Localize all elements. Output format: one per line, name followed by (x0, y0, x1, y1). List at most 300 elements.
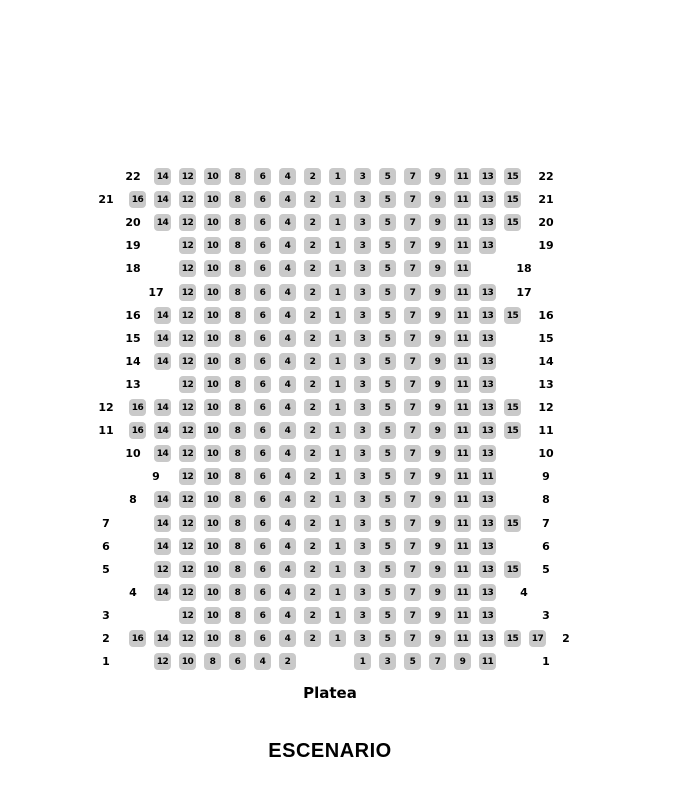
seat-row21-2[interactable]: 2 (304, 191, 321, 208)
seat-row6-9[interactable]: 9 (429, 538, 446, 555)
seat-row6-10[interactable]: 10 (204, 538, 221, 555)
seat-row14-2[interactable]: 2 (304, 353, 321, 370)
seat-row11-2[interactable]: 2 (304, 422, 321, 439)
seat-row12-2[interactable]: 2 (304, 399, 321, 416)
seat-row9-5[interactable]: 5 (379, 468, 396, 485)
seat-row4-11[interactable]: 11 (454, 584, 471, 601)
seat-row19-12[interactable]: 12 (179, 237, 196, 254)
seat-row3-13[interactable]: 13 (479, 607, 496, 624)
seat-row18-12[interactable]: 12 (179, 260, 196, 277)
seat-row21-15[interactable]: 15 (504, 191, 521, 208)
seat-row22-4[interactable]: 4 (279, 168, 296, 185)
seat-row7-15[interactable]: 15 (504, 515, 521, 532)
seat-row14-5[interactable]: 5 (379, 353, 396, 370)
seat-row14-8[interactable]: 8 (229, 353, 246, 370)
seat-row20-1[interactable]: 1 (329, 214, 346, 231)
seat-row3-4[interactable]: 4 (279, 607, 296, 624)
seat-row12-15[interactable]: 15 (504, 399, 521, 416)
seat-row4-8[interactable]: 8 (229, 584, 246, 601)
seat-row5-9[interactable]: 9 (429, 561, 446, 578)
seat-row16-14[interactable]: 14 (154, 307, 171, 324)
seat-row7-2[interactable]: 2 (304, 515, 321, 532)
seat-row3-7[interactable]: 7 (404, 607, 421, 624)
seat-row19-7[interactable]: 7 (404, 237, 421, 254)
seat-row17-10[interactable]: 10 (204, 284, 221, 301)
seat-row5-5[interactable]: 5 (379, 561, 396, 578)
seat-row18-8[interactable]: 8 (229, 260, 246, 277)
seat-row12-16[interactable]: 16 (129, 399, 146, 416)
seat-row8-12[interactable]: 12 (179, 491, 196, 508)
seat-row1-12[interactable]: 12 (154, 653, 171, 670)
seat-row7-11[interactable]: 11 (454, 515, 471, 532)
seat-row15-6[interactable]: 6 (254, 330, 271, 347)
seat-row20-13[interactable]: 13 (479, 214, 496, 231)
seat-row19-10[interactable]: 10 (204, 237, 221, 254)
seat-row2-15[interactable]: 15 (504, 630, 521, 647)
seat-row17-12[interactable]: 12 (179, 284, 196, 301)
seat-row1-5[interactable]: 5 (404, 653, 421, 670)
seat-row4-5[interactable]: 5 (379, 584, 396, 601)
seat-row22-14[interactable]: 14 (154, 168, 171, 185)
seat-row18-2[interactable]: 2 (304, 260, 321, 277)
seat-row15-14[interactable]: 14 (154, 330, 171, 347)
seat-row2-11[interactable]: 11 (454, 630, 471, 647)
seat-row6-6[interactable]: 6 (254, 538, 271, 555)
seat-row8-13[interactable]: 13 (479, 491, 496, 508)
seat-row1-11[interactable]: 11 (479, 653, 496, 670)
seat-row11-9[interactable]: 9 (429, 422, 446, 439)
seat-row18-6[interactable]: 6 (254, 260, 271, 277)
seat-row8-5[interactable]: 5 (379, 491, 396, 508)
seat-row2-17[interactable]: 17 (529, 630, 546, 647)
seat-row14-9[interactable]: 9 (429, 353, 446, 370)
seat-row2-2[interactable]: 2 (304, 630, 321, 647)
seat-row13-6[interactable]: 6 (254, 376, 271, 393)
seat-row18-1[interactable]: 1 (329, 260, 346, 277)
seat-row7-3[interactable]: 3 (354, 515, 371, 532)
seat-row12-3[interactable]: 3 (354, 399, 371, 416)
seat-row10-10[interactable]: 10 (204, 445, 221, 462)
seat-row22-12[interactable]: 12 (179, 168, 196, 185)
seat-row11-1[interactable]: 1 (329, 422, 346, 439)
seat-row2-16[interactable]: 16 (129, 630, 146, 647)
seat-row6-3[interactable]: 3 (354, 538, 371, 555)
seat-row12-14[interactable]: 14 (154, 399, 171, 416)
seat-row14-6[interactable]: 6 (254, 353, 271, 370)
seat-row3-1[interactable]: 1 (329, 607, 346, 624)
seat-row19-4[interactable]: 4 (279, 237, 296, 254)
seat-row22-1[interactable]: 1 (329, 168, 346, 185)
seat-row13-3[interactable]: 3 (354, 376, 371, 393)
seat-row17-13[interactable]: 13 (479, 284, 496, 301)
seat-row4-3[interactable]: 3 (354, 584, 371, 601)
seat-row8-7[interactable]: 7 (404, 491, 421, 508)
seat-row22-6[interactable]: 6 (254, 168, 271, 185)
seat-row19-13[interactable]: 13 (479, 237, 496, 254)
seat-row17-1[interactable]: 1 (329, 284, 346, 301)
seat-row11-15[interactable]: 15 (504, 422, 521, 439)
seat-row11-8[interactable]: 8 (229, 422, 246, 439)
seat-row16-4[interactable]: 4 (279, 307, 296, 324)
seat-row15-7[interactable]: 7 (404, 330, 421, 347)
seat-row16-5[interactable]: 5 (379, 307, 396, 324)
seat-row21-6[interactable]: 6 (254, 191, 271, 208)
seat-row20-12[interactable]: 12 (179, 214, 196, 231)
seat-row13-2[interactable]: 2 (304, 376, 321, 393)
seat-row1-9[interactable]: 9 (454, 653, 471, 670)
seat-row6-2[interactable]: 2 (304, 538, 321, 555)
seat-row8-10[interactable]: 10 (204, 491, 221, 508)
seat-row16-13[interactable]: 13 (479, 307, 496, 324)
seat-row3-8[interactable]: 8 (229, 607, 246, 624)
seat-row8-1[interactable]: 1 (329, 491, 346, 508)
seat-row15-8[interactable]: 8 (229, 330, 246, 347)
seat-row17-9[interactable]: 9 (429, 284, 446, 301)
seat-row21-11[interactable]: 11 (454, 191, 471, 208)
seat-row7-7[interactable]: 7 (404, 515, 421, 532)
seat-row2-9[interactable]: 9 (429, 630, 446, 647)
seat-row4-1[interactable]: 1 (329, 584, 346, 601)
seat-row16-11[interactable]: 11 (454, 307, 471, 324)
seat-row13-4[interactable]: 4 (279, 376, 296, 393)
seat-row7-5[interactable]: 5 (379, 515, 396, 532)
seat-row11-14[interactable]: 14 (154, 422, 171, 439)
seat-row13-10[interactable]: 10 (204, 376, 221, 393)
seat-row6-8[interactable]: 8 (229, 538, 246, 555)
seat-row20-8[interactable]: 8 (229, 214, 246, 231)
seat-row11-3[interactable]: 3 (354, 422, 371, 439)
seat-row21-1[interactable]: 1 (329, 191, 346, 208)
seat-row11-16[interactable]: 16 (129, 422, 146, 439)
seat-row20-11[interactable]: 11 (454, 214, 471, 231)
seat-row10-2[interactable]: 2 (304, 445, 321, 462)
seat-row1-8[interactable]: 8 (204, 653, 221, 670)
seat-row10-14[interactable]: 14 (154, 445, 171, 462)
seat-row5-8[interactable]: 8 (229, 561, 246, 578)
seat-row7-14[interactable]: 14 (154, 515, 171, 532)
seat-row20-10[interactable]: 10 (204, 214, 221, 231)
seat-row22-15[interactable]: 15 (504, 168, 521, 185)
seat-row6-11[interactable]: 11 (454, 538, 471, 555)
seat-row16-3[interactable]: 3 (354, 307, 371, 324)
seat-row9-2[interactable]: 2 (304, 468, 321, 485)
seat-row18-9[interactable]: 9 (429, 260, 446, 277)
seat-row20-3[interactable]: 3 (354, 214, 371, 231)
seat-row3-12[interactable]: 12 (179, 607, 196, 624)
seat-row3-2[interactable]: 2 (304, 607, 321, 624)
seat-row9-12[interactable]: 12 (179, 468, 196, 485)
seat-row5-12[interactable]: 12 (179, 561, 196, 578)
seat-row10-6[interactable]: 6 (254, 445, 271, 462)
seat-row6-14[interactable]: 14 (154, 538, 171, 555)
seat-row15-2[interactable]: 2 (304, 330, 321, 347)
seat-row10-12[interactable]: 12 (179, 445, 196, 462)
seat-row18-11[interactable]: 11 (454, 260, 471, 277)
seat-row15-3[interactable]: 3 (354, 330, 371, 347)
seat-row7-10[interactable]: 10 (204, 515, 221, 532)
seat-row22-5[interactable]: 5 (379, 168, 396, 185)
seat-row8-3[interactable]: 3 (354, 491, 371, 508)
seat-row22-2[interactable]: 2 (304, 168, 321, 185)
seat-row22-7[interactable]: 7 (404, 168, 421, 185)
seat-row18-10[interactable]: 10 (204, 260, 221, 277)
seat-row21-5[interactable]: 5 (379, 191, 396, 208)
seat-row7-12[interactable]: 12 (179, 515, 196, 532)
seat-row6-5[interactable]: 5 (379, 538, 396, 555)
seat-row12-9[interactable]: 9 (429, 399, 446, 416)
seat-row19-11[interactable]: 11 (454, 237, 471, 254)
seat-row21-3[interactable]: 3 (354, 191, 371, 208)
seat-row8-11[interactable]: 11 (454, 491, 471, 508)
seat-row10-9[interactable]: 9 (429, 445, 446, 462)
seat-row9-1[interactable]: 1 (329, 468, 346, 485)
seat-row10-1[interactable]: 1 (329, 445, 346, 462)
seat-row3-11[interactable]: 11 (454, 607, 471, 624)
seat-row14-10[interactable]: 10 (204, 353, 221, 370)
seat-row19-9[interactable]: 9 (429, 237, 446, 254)
seat-row3-9[interactable]: 9 (429, 607, 446, 624)
seat-row7-9[interactable]: 9 (429, 515, 446, 532)
seat-row21-4[interactable]: 4 (279, 191, 296, 208)
seat-row5-2[interactable]: 2 (304, 561, 321, 578)
seat-row17-8[interactable]: 8 (229, 284, 246, 301)
seat-row5-3[interactable]: 3 (354, 561, 371, 578)
seat-row9-7[interactable]: 7 (404, 468, 421, 485)
seat-row9-8[interactable]: 8 (229, 468, 246, 485)
seat-row13-12[interactable]: 12 (179, 376, 196, 393)
seat-row7-4[interactable]: 4 (279, 515, 296, 532)
seat-row14-4[interactable]: 4 (279, 353, 296, 370)
seat-row17-5[interactable]: 5 (379, 284, 396, 301)
seat-row19-6[interactable]: 6 (254, 237, 271, 254)
seat-row8-6[interactable]: 6 (254, 491, 271, 508)
seat-row14-13[interactable]: 13 (479, 353, 496, 370)
seat-row6-4[interactable]: 4 (279, 538, 296, 555)
seat-row16-1[interactable]: 1 (329, 307, 346, 324)
seat-row4-6[interactable]: 6 (254, 584, 271, 601)
seat-row14-12[interactable]: 12 (179, 353, 196, 370)
seat-row2-4[interactable]: 4 (279, 630, 296, 647)
seat-row7-1[interactable]: 1 (329, 515, 346, 532)
seat-row14-7[interactable]: 7 (404, 353, 421, 370)
seat-row5-11[interactable]: 11 (454, 561, 471, 578)
seat-row11-4[interactable]: 4 (279, 422, 296, 439)
seat-row20-5[interactable]: 5 (379, 214, 396, 231)
seat-row17-7[interactable]: 7 (404, 284, 421, 301)
seat-row21-9[interactable]: 9 (429, 191, 446, 208)
seat-row12-12[interactable]: 12 (179, 399, 196, 416)
seat-row5-13[interactable]: 13 (479, 561, 496, 578)
seat-row1-10[interactable]: 10 (179, 653, 196, 670)
seat-row22-3[interactable]: 3 (354, 168, 371, 185)
seat-row9-11[interactable]: 11 (479, 468, 496, 485)
seat-row16-2[interactable]: 2 (304, 307, 321, 324)
seat-row20-6[interactable]: 6 (254, 214, 271, 231)
seat-row3-10[interactable]: 10 (204, 607, 221, 624)
seat-row21-14[interactable]: 14 (154, 191, 171, 208)
seat-row14-11[interactable]: 11 (454, 353, 471, 370)
seat-row2-1[interactable]: 1 (329, 630, 346, 647)
seat-row19-2[interactable]: 2 (304, 237, 321, 254)
seat-row5-12[interactable]: 12 (154, 561, 171, 578)
seat-row9-10[interactable]: 10 (204, 468, 221, 485)
seat-row2-12[interactable]: 12 (179, 630, 196, 647)
seat-row10-3[interactable]: 3 (354, 445, 371, 462)
seat-row6-7[interactable]: 7 (404, 538, 421, 555)
seat-row19-8[interactable]: 8 (229, 237, 246, 254)
seat-row5-4[interactable]: 4 (279, 561, 296, 578)
seat-row9-4[interactable]: 4 (279, 468, 296, 485)
seat-row4-14[interactable]: 14 (154, 584, 171, 601)
seat-row15-9[interactable]: 9 (429, 330, 446, 347)
seat-row8-2[interactable]: 2 (304, 491, 321, 508)
seat-row19-5[interactable]: 5 (379, 237, 396, 254)
seat-row2-14[interactable]: 14 (154, 630, 171, 647)
seat-row21-12[interactable]: 12 (179, 191, 196, 208)
seat-row1-7[interactable]: 7 (429, 653, 446, 670)
seat-row2-6[interactable]: 6 (254, 630, 271, 647)
seat-row8-8[interactable]: 8 (229, 491, 246, 508)
seat-row12-13[interactable]: 13 (479, 399, 496, 416)
seat-row17-3[interactable]: 3 (354, 284, 371, 301)
seat-row13-11[interactable]: 11 (454, 376, 471, 393)
seat-row7-13[interactable]: 13 (479, 515, 496, 532)
seat-row5-6[interactable]: 6 (254, 561, 271, 578)
seat-row12-1[interactable]: 1 (329, 399, 346, 416)
seat-row16-10[interactable]: 10 (204, 307, 221, 324)
seat-row4-7[interactable]: 7 (404, 584, 421, 601)
seat-row2-7[interactable]: 7 (404, 630, 421, 647)
seat-row16-6[interactable]: 6 (254, 307, 271, 324)
seat-row1-4[interactable]: 4 (254, 653, 271, 670)
seat-row17-6[interactable]: 6 (254, 284, 271, 301)
seat-row21-7[interactable]: 7 (404, 191, 421, 208)
seat-row12-4[interactable]: 4 (279, 399, 296, 416)
seat-row2-5[interactable]: 5 (379, 630, 396, 647)
seat-row1-2[interactable]: 2 (279, 653, 296, 670)
seat-row17-2[interactable]: 2 (304, 284, 321, 301)
seat-row22-8[interactable]: 8 (229, 168, 246, 185)
seat-row19-1[interactable]: 1 (329, 237, 346, 254)
seat-row16-7[interactable]: 7 (404, 307, 421, 324)
seat-row17-11[interactable]: 11 (454, 284, 471, 301)
seat-row11-6[interactable]: 6 (254, 422, 271, 439)
seat-row15-1[interactable]: 1 (329, 330, 346, 347)
seat-row12-8[interactable]: 8 (229, 399, 246, 416)
seat-row4-9[interactable]: 9 (429, 584, 446, 601)
seat-row8-4[interactable]: 4 (279, 491, 296, 508)
seat-row3-6[interactable]: 6 (254, 607, 271, 624)
seat-row8-9[interactable]: 9 (429, 491, 446, 508)
seat-row1-1[interactable]: 1 (354, 653, 371, 670)
seat-row15-4[interactable]: 4 (279, 330, 296, 347)
seat-row15-11[interactable]: 11 (454, 330, 471, 347)
seat-row14-1[interactable]: 1 (329, 353, 346, 370)
seat-row20-9[interactable]: 9 (429, 214, 446, 231)
seat-row3-3[interactable]: 3 (354, 607, 371, 624)
seat-row10-8[interactable]: 8 (229, 445, 246, 462)
seat-row20-2[interactable]: 2 (304, 214, 321, 231)
seat-row11-11[interactable]: 11 (454, 422, 471, 439)
seat-row7-6[interactable]: 6 (254, 515, 271, 532)
seat-row5-7[interactable]: 7 (404, 561, 421, 578)
seat-row9-3[interactable]: 3 (354, 468, 371, 485)
seat-row2-13[interactable]: 13 (479, 630, 496, 647)
seat-row21-8[interactable]: 8 (229, 191, 246, 208)
seat-row12-7[interactable]: 7 (404, 399, 421, 416)
seat-row15-5[interactable]: 5 (379, 330, 396, 347)
seat-row10-13[interactable]: 13 (479, 445, 496, 462)
seat-row15-13[interactable]: 13 (479, 330, 496, 347)
seat-row10-7[interactable]: 7 (404, 445, 421, 462)
seat-row2-3[interactable]: 3 (354, 630, 371, 647)
seat-row9-9[interactable]: 9 (429, 468, 446, 485)
seat-row22-10[interactable]: 10 (204, 168, 221, 185)
seat-row11-7[interactable]: 7 (404, 422, 421, 439)
seat-row15-10[interactable]: 10 (204, 330, 221, 347)
seat-row8-14[interactable]: 14 (154, 491, 171, 508)
seat-row20-15[interactable]: 15 (504, 214, 521, 231)
seat-row1-3[interactable]: 3 (379, 653, 396, 670)
seat-row20-7[interactable]: 7 (404, 214, 421, 231)
seat-row22-9[interactable]: 9 (429, 168, 446, 185)
seat-row21-10[interactable]: 10 (204, 191, 221, 208)
seat-row11-13[interactable]: 13 (479, 422, 496, 439)
seat-row10-11[interactable]: 11 (454, 445, 471, 462)
seat-row11-12[interactable]: 12 (179, 422, 196, 439)
seat-row12-10[interactable]: 10 (204, 399, 221, 416)
seat-row13-7[interactable]: 7 (404, 376, 421, 393)
seat-row5-10[interactable]: 10 (204, 561, 221, 578)
seat-row4-12[interactable]: 12 (179, 584, 196, 601)
seat-row18-4[interactable]: 4 (279, 260, 296, 277)
seat-row1-6[interactable]: 6 (229, 653, 246, 670)
seat-row17-4[interactable]: 4 (279, 284, 296, 301)
seat-row15-12[interactable]: 12 (179, 330, 196, 347)
seat-row20-4[interactable]: 4 (279, 214, 296, 231)
seat-row2-10[interactable]: 10 (204, 630, 221, 647)
seat-row16-9[interactable]: 9 (429, 307, 446, 324)
seat-row2-8[interactable]: 8 (229, 630, 246, 647)
seat-row5-1[interactable]: 1 (329, 561, 346, 578)
seat-row16-12[interactable]: 12 (179, 307, 196, 324)
seat-row14-3[interactable]: 3 (354, 353, 371, 370)
seat-row21-13[interactable]: 13 (479, 191, 496, 208)
seat-row11-10[interactable]: 10 (204, 422, 221, 439)
seat-row19-3[interactable]: 3 (354, 237, 371, 254)
seat-row22-13[interactable]: 13 (479, 168, 496, 185)
seat-row18-3[interactable]: 3 (354, 260, 371, 277)
seat-row18-5[interactable]: 5 (379, 260, 396, 277)
seat-row13-8[interactable]: 8 (229, 376, 246, 393)
seat-row16-15[interactable]: 15 (504, 307, 521, 324)
seat-row10-5[interactable]: 5 (379, 445, 396, 462)
seat-row13-1[interactable]: 1 (329, 376, 346, 393)
seat-row4-4[interactable]: 4 (279, 584, 296, 601)
seat-row14-14[interactable]: 14 (154, 353, 171, 370)
seat-row12-11[interactable]: 11 (454, 399, 471, 416)
seat-row6-12[interactable]: 12 (179, 538, 196, 555)
seat-row9-11[interactable]: 11 (454, 468, 471, 485)
seat-row13-13[interactable]: 13 (479, 376, 496, 393)
seat-row12-6[interactable]: 6 (254, 399, 271, 416)
seat-row3-5[interactable]: 5 (379, 607, 396, 624)
seat-row4-2[interactable]: 2 (304, 584, 321, 601)
seat-row20-14[interactable]: 14 (154, 214, 171, 231)
seat-row12-5[interactable]: 5 (379, 399, 396, 416)
seat-row13-5[interactable]: 5 (379, 376, 396, 393)
seat-row21-16[interactable]: 16 (129, 191, 146, 208)
